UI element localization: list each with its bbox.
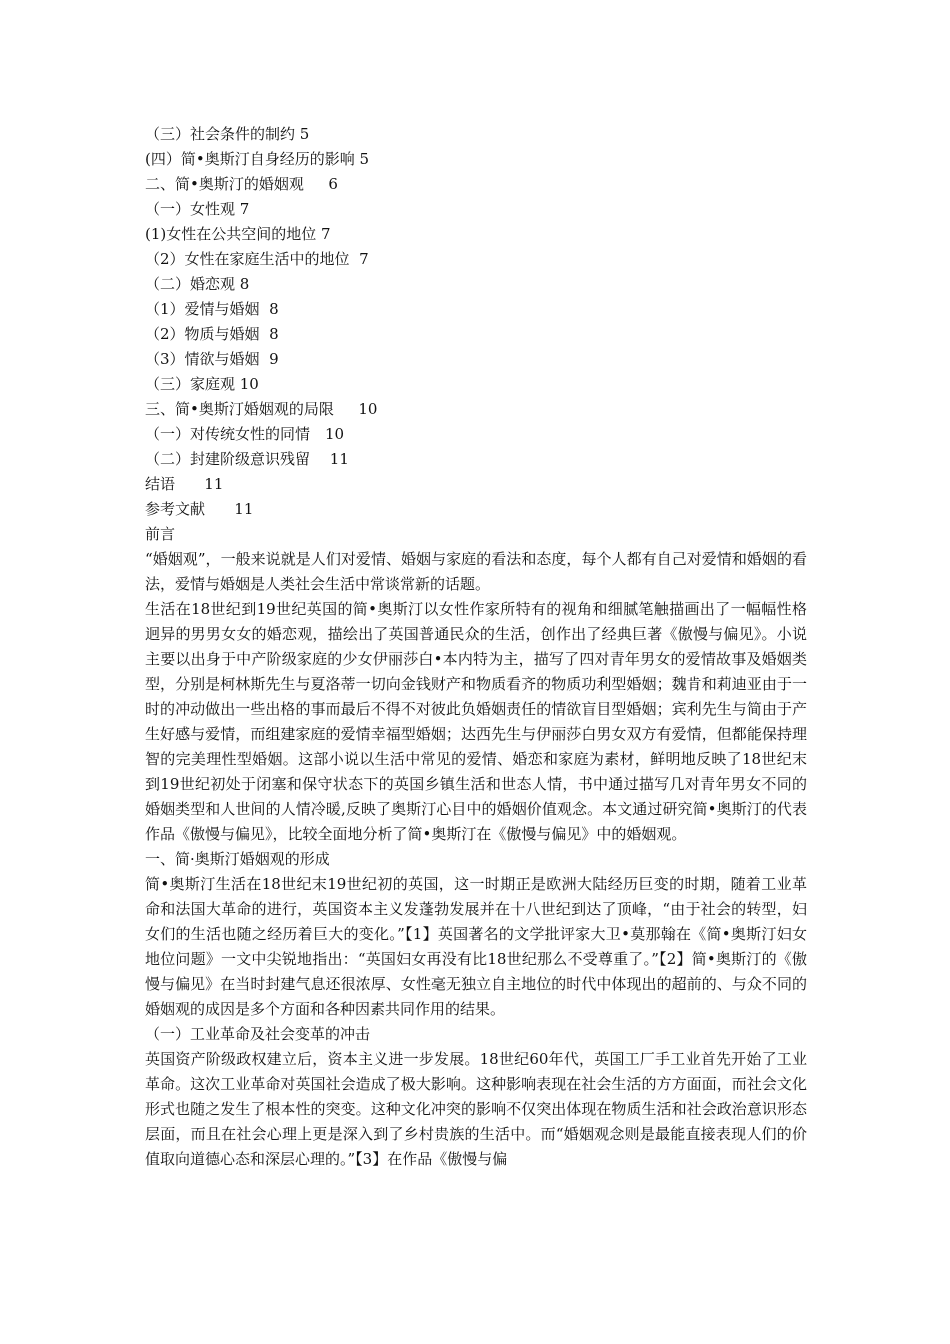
toc-entry: （3）情欲与婚姻 9 <box>145 350 279 368</box>
toc-entry: （2）女性在家庭生活中的地位 7 <box>145 250 369 268</box>
toc-entry: （三）家庭观 10 <box>145 375 259 393</box>
toc-entry: (1)女性在公共空间的地位 7 <box>145 225 331 243</box>
toc-entry: 三、简•奥斯汀婚姻观的局限 10 <box>145 400 378 418</box>
toc-entry: (四）简•奥斯汀自身经历的影响 5 <box>145 150 370 168</box>
table-of-contents <box>145 122 807 522</box>
toc-entry: （三）社会条件的制约 5 <box>145 125 310 143</box>
toc-entry: （二）封建阶级意识残留 11 <box>145 450 349 468</box>
toc-entry: 二、简•奥斯汀的婚姻观 6 <box>145 175 338 193</box>
document-page <box>145 122 807 1172</box>
chapter-paragraph: 简•奥斯汀生活在18世纪末19世纪初的英国，这一时期正是欧洲大陆经历巨变的时期，随着工业革命和法国大革命的进行，英国资本主义发蓬勃发展并在十八世纪到达了顶峰，“由于社会的转型，妇女们的生活也随之经历着巨大的变化。”【1】英国著名的文学批评家大卫•莫那翰在《简•奥斯汀妇女地位问题》一文中尖锐地指出：“英国妇女再没有比18世纪那么不受尊重了。”【2】简•奥斯汀的《傲慢与偏见》在当时封建气息还很浓厚、女性毫无独立自主地位的时代中体现出的超前的、与众不同的婚姻观的成因是多个方面和各种因素共同作用的结果。 <box>145 875 807 1018</box>
preface-paragraph: “婚姻观”，一般来说就是人们对爱情、婚姻与家庭的看法和态度，每个人都有自己对爱情和婚姻的看法，爱情与婚姻是人类社会生活中常谈常新的话题。 <box>145 550 807 593</box>
toc-entry: （二）婚恋观 8 <box>145 275 250 293</box>
preface-paragraph: 生活在18世纪到19世纪英国的简•奥斯汀以女性作家所特有的视角和细腻笔触描画出了一幅幅性格迥异的男男女女的婚恋观，描绘出了英国普通民众的生活，创作出了经典巨著《傲慢与偏见》。小说主要以出身于中产阶级家庭的少女伊丽莎白•本内特为主，描写了四对青年男女的爱情故事及婚姻类型，分别是柯林斯先生与夏洛蒂一切向金钱财产和物质看齐的物质功利型婚姻；魏肯和莉迪亚由于一时的冲动做出一些出格的事而最后不得不对彼此负婚姻责任的情欲盲目型婚姻；宾利先生与简由于产生好感与爱情，而组建家庭的爱情幸福型婚姻；达西先生与伊丽莎白男女双方有爱情，但都能保持理智的完美理性型婚姻。这部小说以生活中常见的爱情、婚恋和家庭为素材，鲜明地反映了18世纪末到19世纪初处于闭塞和保守状态下的英国乡镇生活和世态人情，书中通过描写几对青年男女不同的婚姻类型和人世间的人情冷暖,反映了奥斯汀心目中的婚姻价值观念。本文通过研究简•奥斯汀的代表作品《傲慢与偏见》，比较全面地分析了简•奥斯汀在《傲慢与偏见》中的婚姻观。 <box>145 600 807 843</box>
toc-entry: 参考文献 11 <box>145 500 254 518</box>
toc-entry: 结语 11 <box>145 475 224 493</box>
toc-entry: （1）爱情与婚姻 8 <box>145 300 279 318</box>
chapter-heading: 一、简·奥斯汀婚姻观的形成 <box>145 850 330 868</box>
toc-entry: （2）物质与婚姻 8 <box>145 325 279 343</box>
toc-entry: （一）女性观 7 <box>145 200 250 218</box>
section-heading: （一）工业革命及社会变革的冲击 <box>145 1025 371 1043</box>
toc-entry: （一）对传统女性的同情 10 <box>145 425 345 443</box>
preface-heading: 前言 <box>145 525 176 543</box>
section-paragraph: 英国资产阶级政权建立后，资本主义进一步发展。18世纪60年代，英国工厂手工业首先开始了工业革命。这次工业革命对英国社会造成了极大影响。这种影响表现在社会生活的方方面面，而社会文化形式也随之发生了根本性的突变。这种文化冲突的影响不仅突出体现在物质生活和社会政治意识形态层面，而且在社会心理上更是深入到了乡村贵族的生活中。而“婚姻观念则是最能直接表现人们的价值取向道德心态和深层心理的。”【3】在作品《傲慢与偏 <box>145 1050 807 1168</box>
